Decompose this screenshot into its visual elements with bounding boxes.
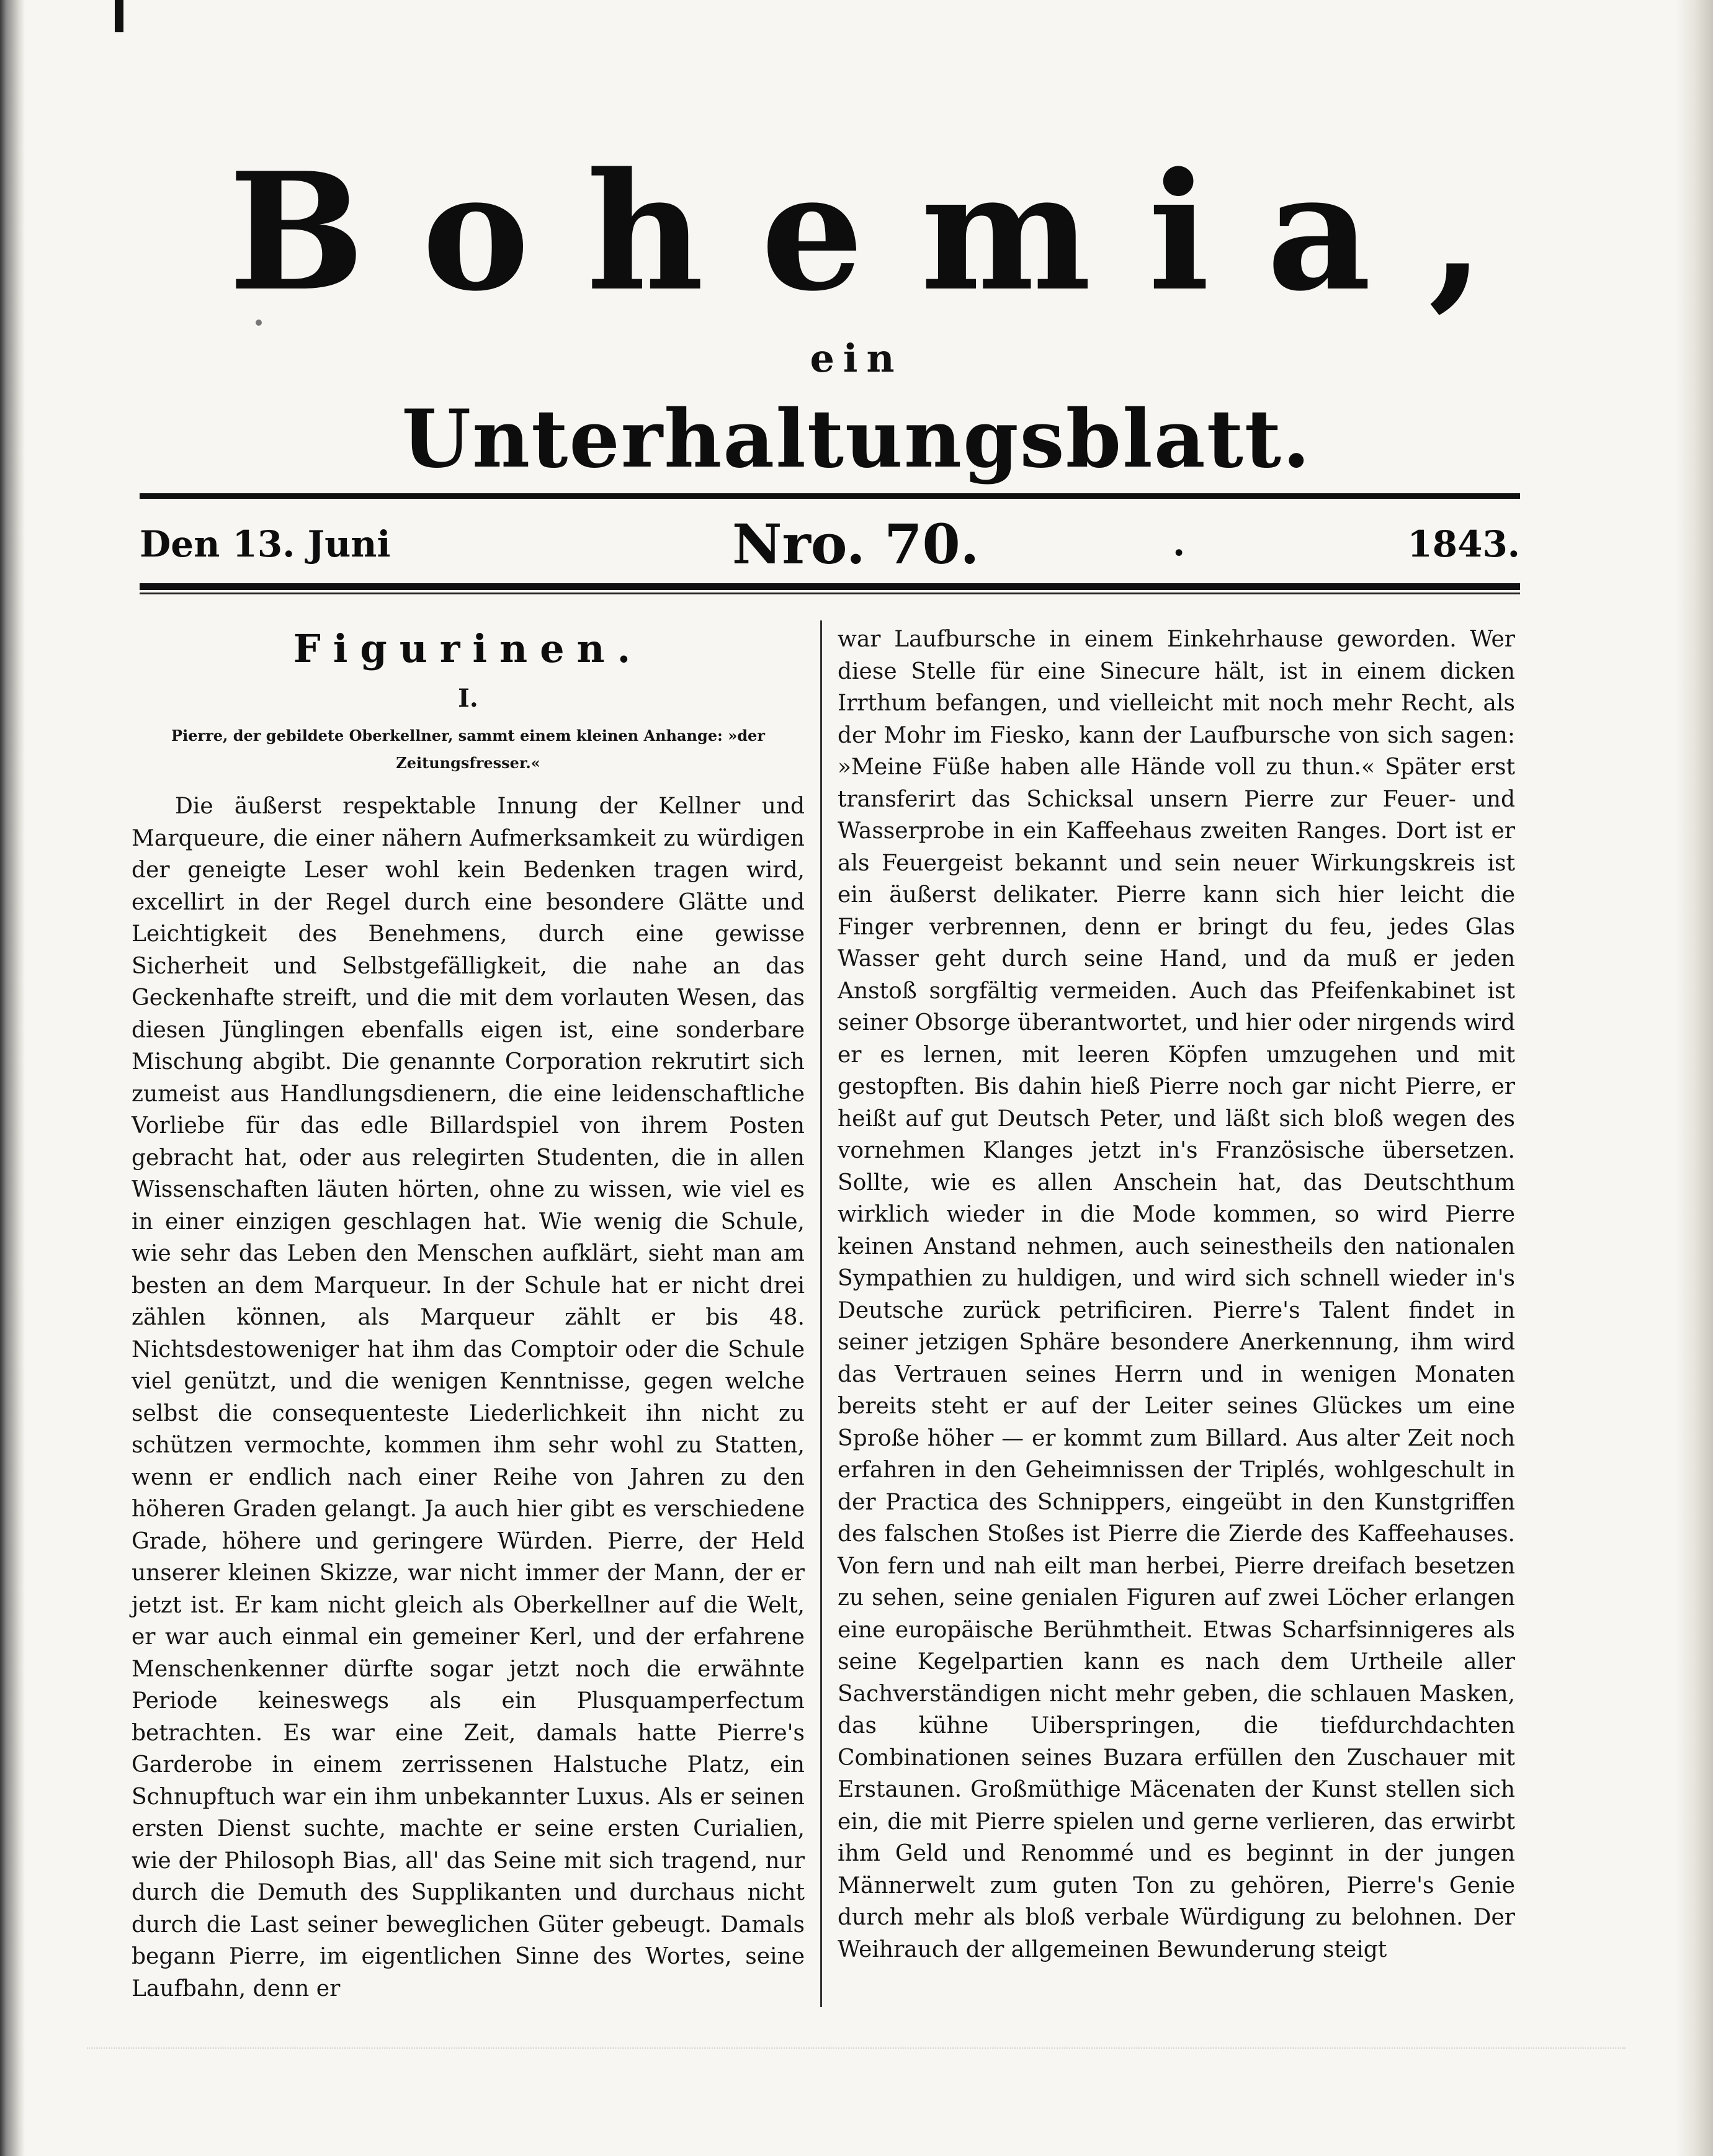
column-divider [820, 620, 822, 2007]
issue-date: Den 13. Juni [140, 523, 391, 565]
masthead-rule-bottom-thin [140, 593, 1520, 594]
newspaper-title: Bohemia, [228, 138, 1542, 327]
column-left [132, 620, 805, 2005]
dateline [140, 512, 1520, 580]
masthead-rule-top [140, 493, 1520, 499]
article-number: I. [458, 684, 478, 713]
issue-year: 1843. [1407, 523, 1520, 565]
masthead-rule-bottom [140, 583, 1520, 590]
masthead [0, 140, 1713, 486]
article-subtitle: Pierre, der gebildete Oberkellner, sammt einem kleinen Anhange: »der Zeitungsfresser.« [171, 727, 765, 772]
article-body-right: war Laufbursche in einem Einkehrhause geworden. Wer diese Stelle für eine Sinecure hält, ist in einem dicken Irrthum befangen, und vielleicht mit noch mehr Recht, als der Mohr im Fiesko, kann der Laufbursche von sich sagen: »Meine Füße haben alle Hände voll zu thun.« Später erst transferirt das Schicksal unsern Pierre zur Feuer- und Wasserprobe in ein Kaffeehaus zweiten Ranges. Dort ist er als Feuergeist bekannt und sein neuer Wirkungskreis ist ein äußerst delikater. Pierre kann sich hier leicht die Finger verbrennen, denn er bringt du feu, jedes Glas Wasser geht durch seine Hand, und da muß er jeden Anstoß sorgfältig vermeiden. Auch das Pfeifenkabinet ist seiner Obsorge überantwortet, und hier oder nirgends wird er es lernen, mit leeren Köpfen umzugehen und mit gestopften. Bis dahin hieß Pierre noch gar nicht Pierre, er heißt auf gut Deutsch Peter, und läßt sich bloß wegen des vornehmen Klanges jetzt in's Französische übersetzen. Sollte, wie es allen Anschein hat, das Deutschthum wirklich wieder in die Mode kommen, so wird Pierre keinen Anstand nehmen, auch seinestheils den nationalen Sympathien zu huldigen, und wird sich schnell wieder in's Deutsche zurück petrificiren. Pierre's Talent findet in seiner jetzigen Sphäre besondere Anerkennung, ihm wird das Vertrauen seines Herrn und in wenigen Monaten bereits steht er auf der Leiter seines Glückes um eine Sproße höher — er kommt zum Billard. Aus alter Zeit noch erfahren in den Geheimnissen der Triplés, wohlgeschult in der Practica des Schnippers, eingeübt in den Kunstgriffen des falschen Stoßes ist Pierre die Zierde des Kaffeehauses. Von fern und nah eilt man herbei, Pierre dreifach besetzen zu sehen, seine genialen Figuren auf zwei Löcher erlangen eine europäische Berühmtheit. Etwas Scharfsinnigeres als seine Kegelpartien kann es nach dem Urtheile aller Sachverständigen nicht mehr geben, die schlauen Masken, das kühne Uiberspringen, die tiefdurchdachten Combinationen seines Buzara erfüllen den Zuschauer mit Erstaunen. Großmüthige Mäcenaten der Kunst stellen sich ein, die mit Pierre spielen und gerne verlieren, das erwirbt ihm Geld und Renommé und es beginnt in der jungen Männerwelt zum guten Ton zu gehören, Pierre's Genie durch mehr als bloß verbale Würdigung zu belohnen. Der Weihrauch der allgemeinen Bewunderung steigt [838, 627, 1516, 1962]
page-bottom-speckle [87, 2047, 1626, 2055]
issue-number: Nro. 70. [732, 512, 980, 576]
article-body-left: Die äußerst respektable Innung der Kellner und Marqueure, die einer nähern Aufmerksamkeit zu würdigen der geneigte Leser wohl kein Bedenken tragen wird, excellirt in der Regel durch eine besondere Glätte und Leichtigkeit des Benehmens, durch eine gewisse Sicherheit und Selbstgefälligkeit, die nahe an das Geckenhafte streift, und die mit dem vorlauten Wesen, das diesen Jünglingen ebenfalls eigen ist, eine sonderbare Mischung abgibt. Die genannte Corporation rekrutirt sich zumeist aus Handlungsdienern, die eine leidenschaftliche Vorliebe für das edle Billardspiel von ihrem Posten gebracht hat, oder aus relegirten Studenten, die in allen Wissenschaften läuten hörten, ohne zu wissen, wie viel es in einer einzigen geschlagen hat. Wie wenig die Schule, wie sehr das Leben den Menschen aufklärt, sieht man am besten an dem Marqueur. In der Schule hat er nicht drei zählen können, als Marqueur zählt er bis 48. Nichtsdestoweniger hat ihm das Comptoir oder die Schule viel genützt, und die wenigen Kenntnisse, gegen welche selbst die consequenteste Liederlichkeit ihn nicht zu schützen vermochte, kommen ihm sehr wohl zu Statten, wenn er endlich nach einer Reihe von Jahren zu den höheren Graden gelangt. Ja auch hier gibt es verschiedene Grade, höhere und geringere Würden. Pierre, der Held unserer kleinen Skizze, war nicht immer der Mann, der er jetzt ist. Er kam nicht gleich als Oberkellner auf die Welt, er war auch einmal ein gemeiner Kerl, und der erfahrene Menschenkenner dürfte sogar jetzt noch die erwähnte Periode keineswegs als ein Plusquamperfectum betrachten. Es war eine Zeit, damals hatte Pierre's Garderobe in einem zerrissenen Halstuche Platz, ein Schnupftuch war ein ihm unbekannter Luxus. Als er seinen ersten Dienst suchte, machte er seine ersten Curialien, wie der Philosoph Bias, all' das Seine mit sich tragend, nur durch die Demuth des Supplikanten und durchaus nicht durch die Last seiner beweglichen Güter gebeugt. Damals begann Pierre, im eigentlichen Sinne des Wortes, seine Laufbahn, denn er [132, 794, 805, 2002]
masthead-ein: ein [810, 336, 903, 381]
article-title: Figurinen. [293, 626, 643, 671]
newspaper-subtitle: Unterhaltungsblatt. [401, 393, 1312, 486]
binding-mark [115, 0, 123, 32]
column-right [838, 624, 1515, 1966]
dateline-dot: . [1173, 522, 1186, 564]
